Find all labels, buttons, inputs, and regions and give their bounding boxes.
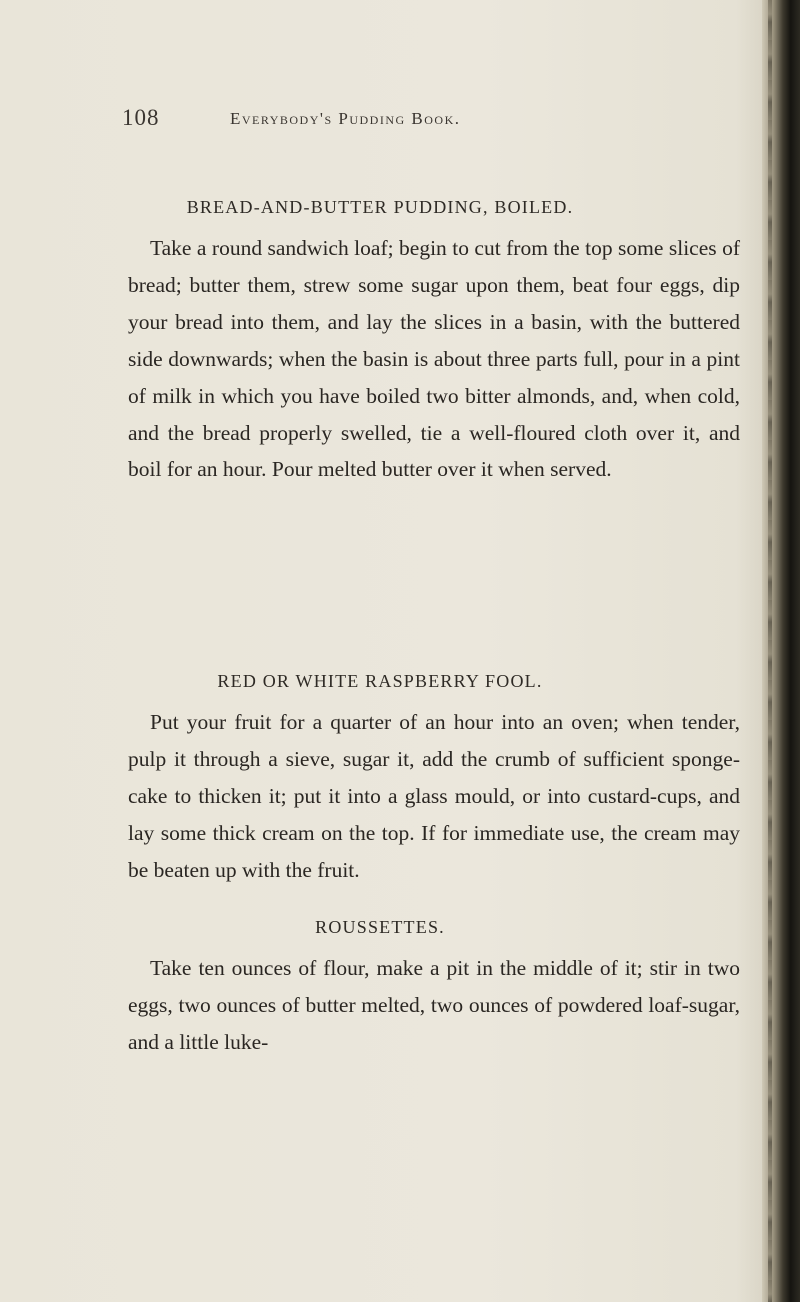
- recipe-body: Take ten ounces of flour, make a pit in the middle of it; stir in two eggs, two ounces of butter melted, two ounces of powdered loaf-sugar, and a little luke-: [128, 956, 740, 1054]
- page-number: 108: [122, 105, 160, 130]
- recipe-title: ROUSSETTES.: [315, 917, 445, 937]
- book-title: Everybody's Pudding Book.: [230, 109, 461, 128]
- recipe-body: Take a round sandwich loaf; begin to cut from the top some slices of bread; butter them, strew some sugar upon them, beat four eggs, dip your bread into them, and lay the slices in a basin, with the buttered side downwards; when the basin is about three parts full, pour in a pint of milk in which you have boiled two bitter almonds, and, when cold, and the bread properly swelled, tie a well-floured cloth over it, and boil for an hour. Pour melted butter over it when served.: [128, 236, 740, 482]
- book-binding-edge: [762, 0, 800, 1302]
- running-head: [122, 105, 762, 135]
- recipe-title: BREAD-AND-BUTTER PUDDING, BOILED.: [186, 197, 574, 217]
- recipe-body: Put your fruit for a quarter of an hour into an oven; when tender, pulp it through a sieve, sugar it, add the crumb of sufficient sponge-cake to thicken it; put it into a glass mould, or into custard-cups, and lay some thick cream on the top. If for immediate use, the cream may be beaten up with the fruit.: [128, 710, 740, 882]
- recipe-title: RED OR WHITE RASPBERRY FOOL.: [217, 671, 543, 691]
